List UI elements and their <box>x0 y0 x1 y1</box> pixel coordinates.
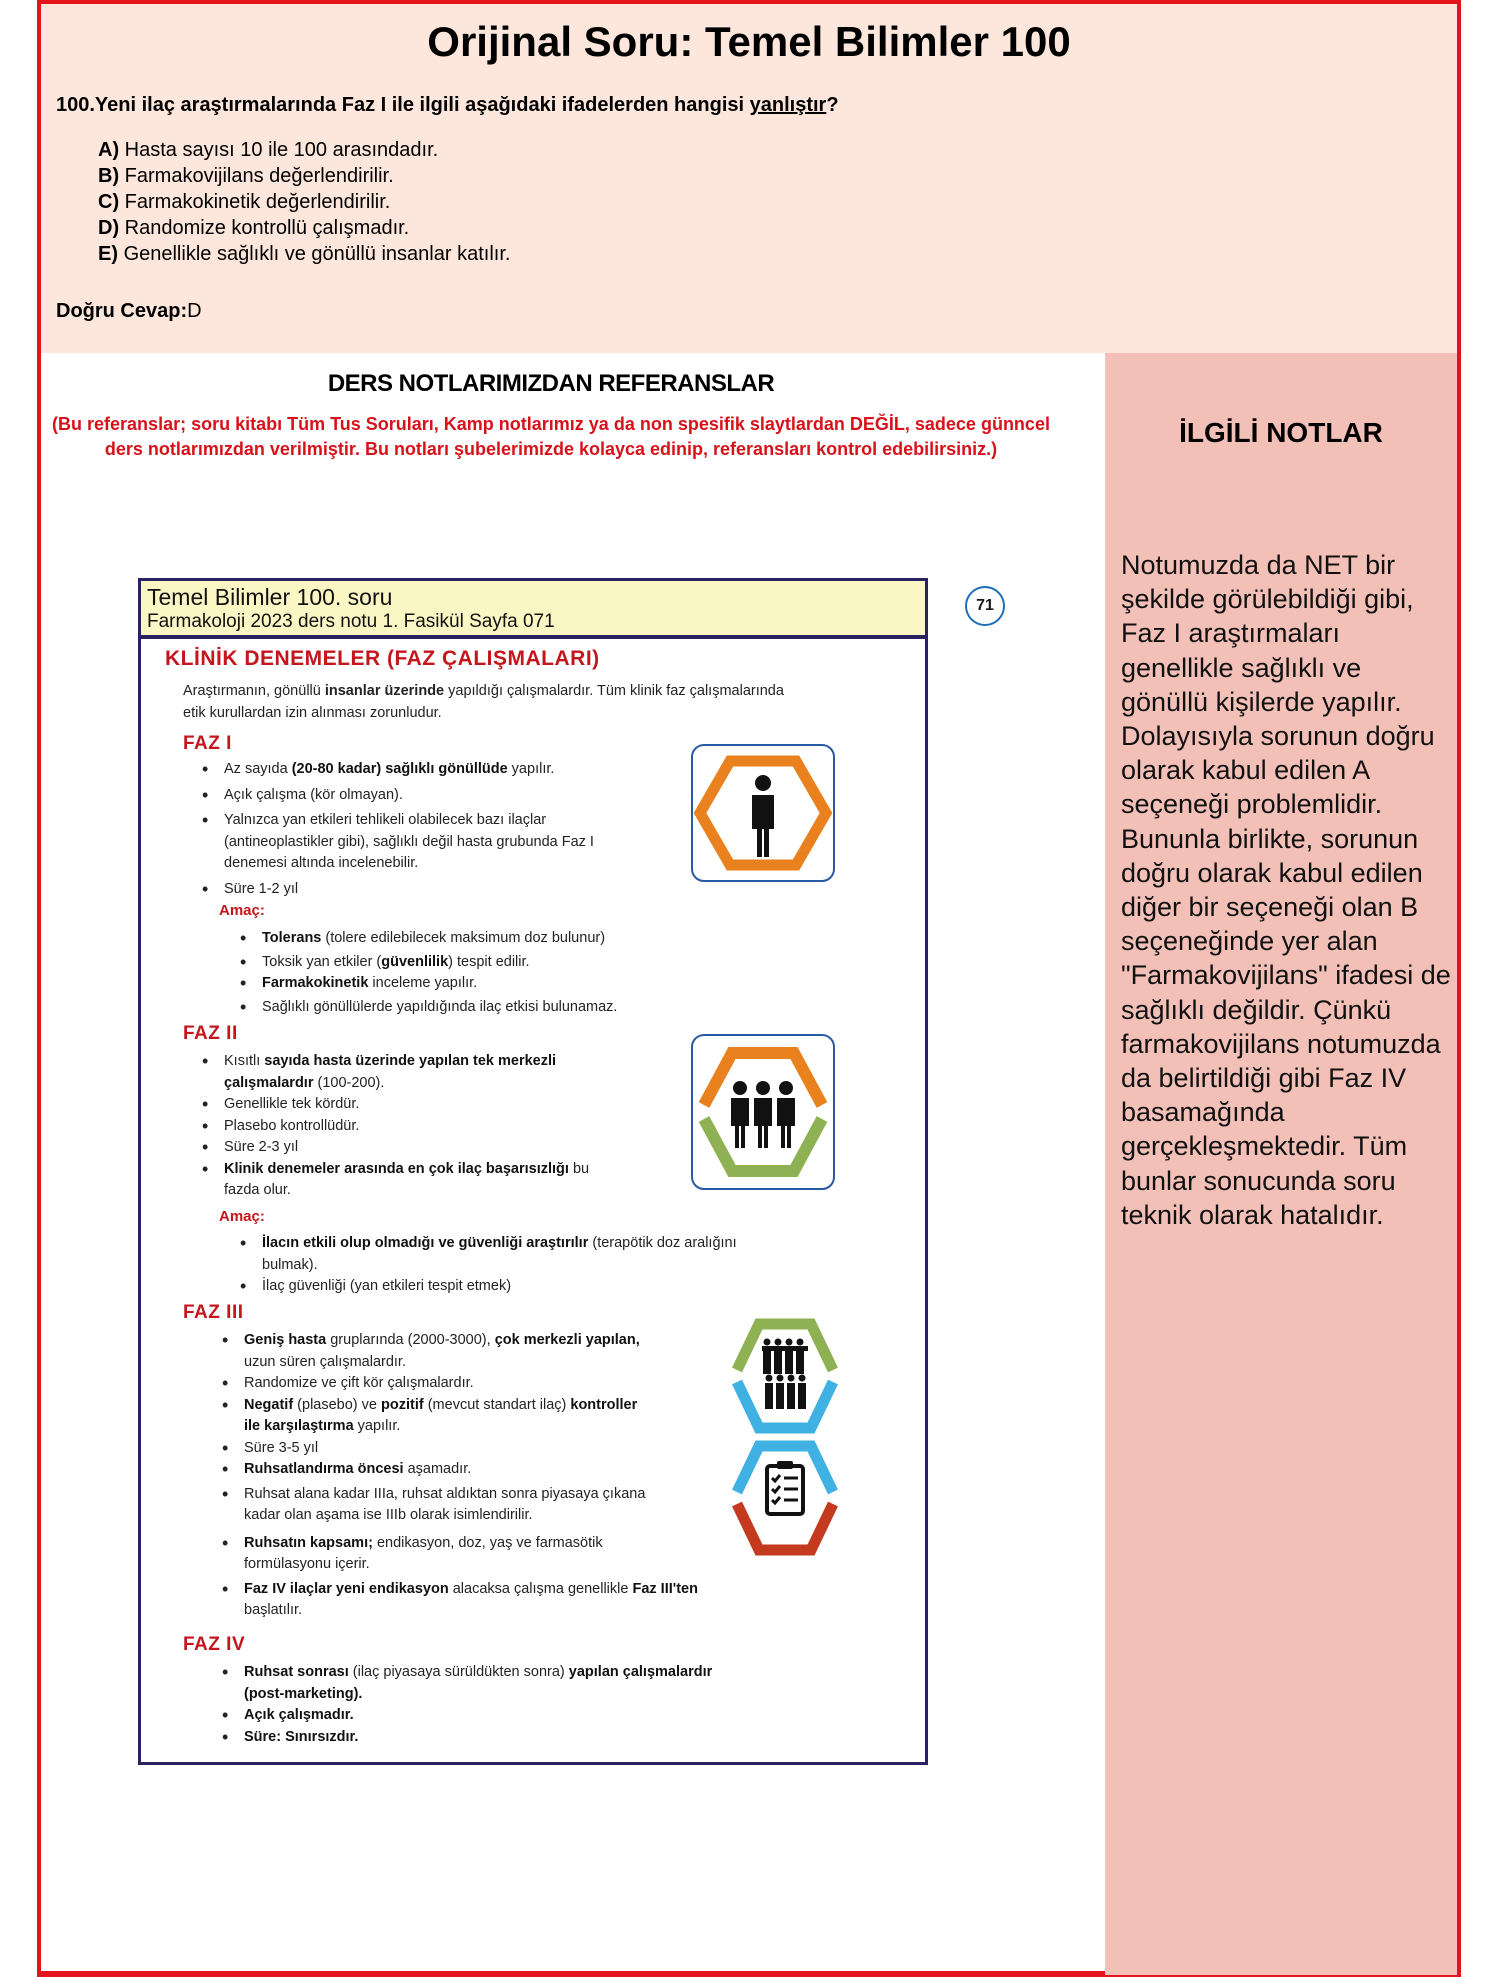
text: ) tespit edilir. <box>448 953 530 970</box>
option-text: Genellikle sağlıklı ve gönüllü insanlar katılır. <box>123 243 511 265</box>
list-item <box>220 1727 860 1749</box>
references-title: DERS NOTLARIMIZDAN REFERANSLAR <box>327 370 775 397</box>
list-item: • Plasebo kontrollüdür. <box>200 1116 690 1138</box>
text-bold: Farmakokinetik <box>262 975 369 991</box>
option-a <box>98 137 510 163</box>
text: (plasebo) ve <box>293 1396 382 1413</box>
text-bold: kontroller <box>570 1396 638 1413</box>
text: Yalnızca yan etkileri tehlikeli olabilecek bazı ilaçlar <box>224 812 547 828</box>
group-people-icon <box>690 1033 836 1191</box>
text-bold: Faz III'ten <box>632 1580 698 1597</box>
faz2-heading: FAZ II <box>183 1023 238 1044</box>
answer-options <box>98 137 510 267</box>
faz1-amac: Amaç: <box>219 902 265 919</box>
question-underlined-word: yanlıştır <box>749 94 827 116</box>
text-bold: Klinik denemeler arasında en çok ilaç başarısızlığı <box>224 1160 569 1177</box>
text-bold: Faz IV ilaçlar yeni endikasyon <box>244 1580 449 1597</box>
list-item <box>200 759 680 781</box>
text: bulmak). <box>262 1256 318 1273</box>
intro-text: etik kurullardan izin alınması zorunludur. <box>183 704 442 721</box>
text-bold: Tolerans <box>262 930 322 946</box>
question-text <box>56 94 839 117</box>
text: uzun süren çalışmalardır. <box>244 1353 406 1370</box>
text: (100-200). <box>313 1074 385 1091</box>
references-subtitle: (Bu referanslar; soru kitabı Tüm Tus Soruları, Kamp notlarımız ya da non spesifik slaytlardan DEĞİL, sadece günncel ders notlarımızdan verilmiştir. Bu notları şubelerimizde kolayca edinip, referansları kontrol edebilirsiniz.) <box>52 414 1050 459</box>
text-bold: Ruhsat sonrası <box>244 1664 349 1680</box>
text: gruplarında (2000-3000), <box>326 1332 495 1348</box>
text: (tolere edilebilecek maksimum doz bulunur) <box>321 930 606 946</box>
text-bold: İlacın etkili olup olmadığı ve güvenliği araştırılır <box>262 1235 589 1251</box>
text: (mevcut standart ilaç) <box>423 1396 571 1413</box>
text-bold: Süre: Sınırsızdır. <box>244 1728 359 1745</box>
single-person-icon <box>690 743 836 883</box>
list-item: • Sağlıklı gönüllülerde yapıldığında ilaç etkisi bulunamaz. <box>238 997 718 1019</box>
slide-header-title: Temel Bilimler 100. soru <box>147 584 393 610</box>
text-bold: çalışmalardır <box>224 1074 314 1091</box>
text: alacaksa çalışma genellikle <box>448 1580 633 1597</box>
faz2-amac: Amaç: <box>219 1208 265 1225</box>
text: Toksik yan etkiler ( <box>262 953 382 970</box>
list-item <box>220 1662 860 1705</box>
correct-answer <box>56 300 202 323</box>
option-text: Hasta sayısı 10 ile 100 arasındadır. <box>124 139 439 161</box>
list-item: • İlaç güvenliği (yan etkileri tespit etmek) <box>238 1276 858 1298</box>
list-item: • Süre 1-2 yıl <box>200 879 680 901</box>
answer-value: D <box>187 300 202 322</box>
text-bold: (20-80 kadar) sağlıklı gönüllüde <box>291 761 508 777</box>
faz3-list <box>220 1330 740 1622</box>
faz2-list <box>200 1051 690 1202</box>
text: yapılır. <box>507 761 555 777</box>
text-bold: Geniş hasta <box>244 1332 327 1348</box>
text: inceleme yapılır. <box>368 975 478 991</box>
faz1-heading: FAZ I <box>183 733 232 754</box>
question-prefix: 100.Yeni ilaç araştırmalarında Faz I ile ilgili aşağıdaki ifadelerden hangisi <box>56 94 750 116</box>
slide-main-heading: KLİNİK DENEMELER (FAZ ÇALIŞMALARI) <box>165 647 600 670</box>
text: denemesi altında incelenebilir. <box>224 855 419 871</box>
list-item <box>238 952 718 974</box>
list-item: • Randomize ve çift kör çalışmalardır. <box>220 1373 740 1395</box>
intro-bold: insanlar üzerinde <box>324 683 445 699</box>
text-bold: çok merkezli yapılan, <box>494 1332 640 1348</box>
option-letter: D) <box>98 217 120 239</box>
list-item <box>200 810 680 875</box>
page-number-badge: 71 <box>965 586 1005 626</box>
list-item <box>238 1233 858 1276</box>
text-bold: Negatif <box>244 1396 294 1413</box>
text: fazda olur. <box>224 1182 291 1198</box>
text-bold: Ruhsatlandırma öncesi <box>244 1461 404 1477</box>
option-letter: E) <box>98 243 118 265</box>
option-text: Randomize kontrollü çalışmadır. <box>124 217 410 239</box>
slide-header <box>138 578 928 638</box>
slide-header-source: Farmakoloji 2023 ders notu 1. Fasikül Sayfa 071 <box>147 611 555 632</box>
list-item <box>238 973 718 995</box>
list-item <box>200 1159 690 1202</box>
text-bold: pozitif <box>381 1396 424 1413</box>
list-item <box>200 1051 690 1094</box>
text: (terapötik doz aralığını <box>588 1235 737 1251</box>
list-item: • Süre 2-3 yıl <box>200 1137 690 1159</box>
list-item <box>220 1579 740 1622</box>
text: formülasyonu içerir. <box>244 1556 370 1572</box>
text: başlatılır. <box>244 1602 303 1618</box>
text: (antineoplastikler gibi), sağlıklı değil hasta grubunda Faz I <box>224 833 594 850</box>
text-bold: yapılan çalışmalardır <box>568 1664 713 1680</box>
option-letter: B) <box>98 165 120 187</box>
option-letter: A) <box>98 139 120 161</box>
notes-panel <box>1105 353 1457 1975</box>
text: yapılır. <box>353 1418 401 1434</box>
text-bold: sayıda hasta üzerinde yapılan tek merkezli <box>264 1053 557 1069</box>
faz4-heading: FAZ IV <box>183 1634 246 1655</box>
intro-text: yapıldığı çalışmalardır. Tüm klinik faz çalışmalarında <box>444 683 784 699</box>
option-d <box>98 215 510 241</box>
option-c <box>98 189 510 215</box>
option-b <box>98 163 510 189</box>
faz4-list <box>220 1662 860 1748</box>
list-item <box>220 1395 740 1438</box>
list-item: • Genellikle tek kördür. <box>200 1094 690 1116</box>
notes-text: Notumuzda da NET bir şekilde görülebildiği gibi, Faz I araştırmaları genellikle sağlıklı ve gönüllü kişilerde yapılır. Dolayısıyla sorunun doğru olarak kabul edilen A seçeneği problemlidir. Bununla birlikte, sorunun doğru olarak kabul edilen diğer bir seçeneği olan B seçeneğinde yer alan "Farmakovijilans" ifadesi de sağlıklı değildir. Çünkü farmakovijilans notumuzda da belirtildiği gibi Faz IV basamağında gerçekleşmektedir. Tüm bunlar sonucunda soru teknik olarak hatalıdır. <box>1121 550 1451 1230</box>
option-letter: C) <box>98 191 120 213</box>
text: bu <box>568 1160 590 1177</box>
checklist-icon <box>729 1436 841 1560</box>
slide-intro <box>183 681 784 724</box>
text-bold: güvenlilik <box>381 953 449 970</box>
faz1-amac-list <box>238 928 718 1018</box>
text: (ilaç piyasaya sürüldükten sonra) <box>348 1664 569 1680</box>
faz2-amac-list <box>238 1233 858 1298</box>
list-item <box>220 1484 740 1527</box>
text-bold: ile karşılaştırma <box>244 1418 354 1434</box>
list-item <box>220 1330 740 1373</box>
intro-text: Araştırmanın, gönüllü <box>183 683 325 699</box>
faz3-heading: FAZ III <box>183 1302 244 1323</box>
option-e <box>98 241 510 267</box>
text: aşamadır. <box>403 1461 472 1477</box>
text-bold: (post-marketing). <box>244 1685 363 1702</box>
list-item: • Açık çalışma (kör olmayan). <box>200 785 680 807</box>
text: endikasyon, doz, yaş ve farmasötik <box>372 1534 603 1551</box>
crowd-icon <box>729 1312 841 1440</box>
list-item: • Süre 3-5 yıl <box>220 1438 740 1460</box>
option-text: Farmakovijilans değerlendirilir. <box>124 165 394 187</box>
text-bold: Açık çalışmadır. <box>244 1707 354 1723</box>
question-suffix: ? <box>826 94 839 116</box>
answer-label: Doğru Cevap: <box>56 300 188 322</box>
list-item <box>238 928 718 950</box>
option-text: Farmakokinetik değerlendirilir. <box>124 191 391 213</box>
page-title: Orijinal Soru: Temel Bilimler 100 <box>427 18 1071 65</box>
text: kadar olan aşama ise IIIb olarak isimlendirilir. <box>244 1507 533 1523</box>
text: Az sayıda <box>224 761 292 777</box>
text: Kısıtlı <box>224 1053 265 1069</box>
list-item <box>220 1705 860 1727</box>
question-panel <box>41 4 1457 353</box>
list-item <box>220 1459 740 1481</box>
faz1-list <box>200 759 680 900</box>
list-item <box>220 1533 740 1576</box>
text: Ruhsat alana kadar IIIa, ruhsat aldıktan sonra piyasaya çıkana <box>244 1485 646 1502</box>
notes-title: İLGİLİ NOTLAR <box>1179 417 1383 448</box>
text-bold: Ruhsatın kapsamı; <box>244 1534 373 1551</box>
